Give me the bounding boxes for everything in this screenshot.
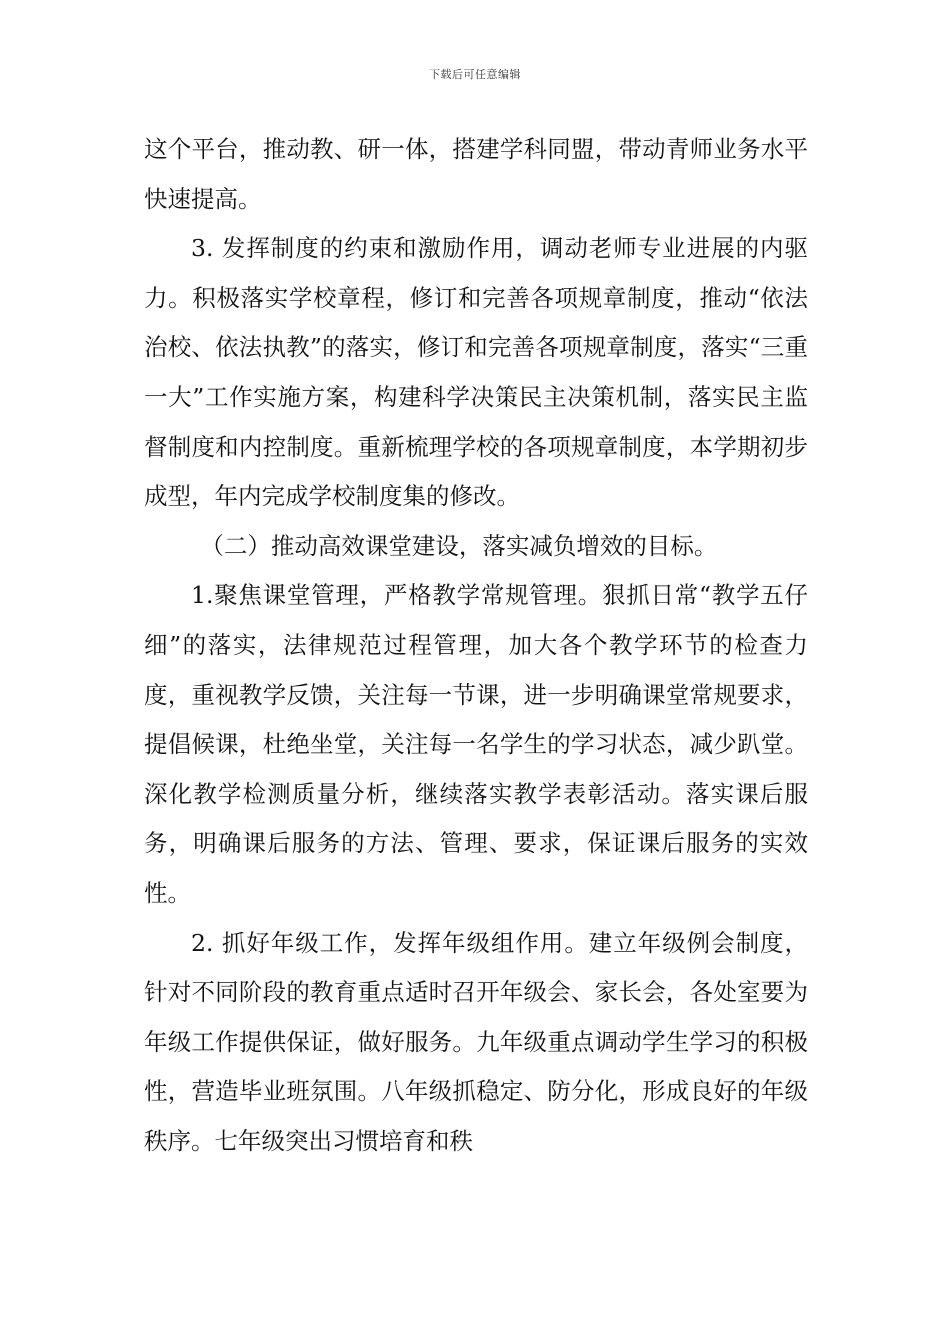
document-body [144, 125, 808, 1166]
paragraph-item-3: 3. 发挥制度的约束和激励作用，调动老师专业进展的内驱力。积极落实学校章程，修订和完善各项规章制度，推动“依法治校、依法执教”的落实，修订和完善各项规章制度，落实“三重一大”工作实施方案，构建科学决策民主决策机制，落实民主监督制度和内控制度。重新梳理学校的各项规章制度，本学期初步成型，年内完成学校制度集的修改。 [144, 234, 808, 511]
page-header: 下载后可任意编辑 [429, 68, 521, 81]
paragraph-continuation: 这个平台，推动教、研一体，搭建学科同盟，带动青师业务水平快速提高。 [144, 135, 808, 213]
section-heading-2: （二）推动高效课堂建设，落实减负增效的目标。 [200, 531, 718, 560]
paragraph-item-2: 2. 抓好年级工作，发挥年级组作用。建立年级例会制度，针对不同阶段的教育重点适时召开年级会、家长会，各处室要为年级工作提供保证，做好服务。九年级重点调动学生学习的积极性，营造毕业班氛围。八年级抓稳定、防分化，形成良好的年级秩序。七年级突出习惯培育和秩 [144, 928, 808, 1155]
paragraph-item-1: 1.聚焦课堂管理，严格教学常规管理。狠抓日常“教学五仔细”的落实，法律规范过程管理，加大各个教学环节的检查力度，重视教学反馈，关注每一节课，进一步明确课堂常规要求，提倡候课，杜绝坐堂，关注每一名学生的学习状态，减少趴堂。深化教学检测质量分析，继续落实教学表彰活动。落实课后服务，明确课后服务的方法、管理、要求，保证课后服务的实效性。 [144, 581, 808, 907]
